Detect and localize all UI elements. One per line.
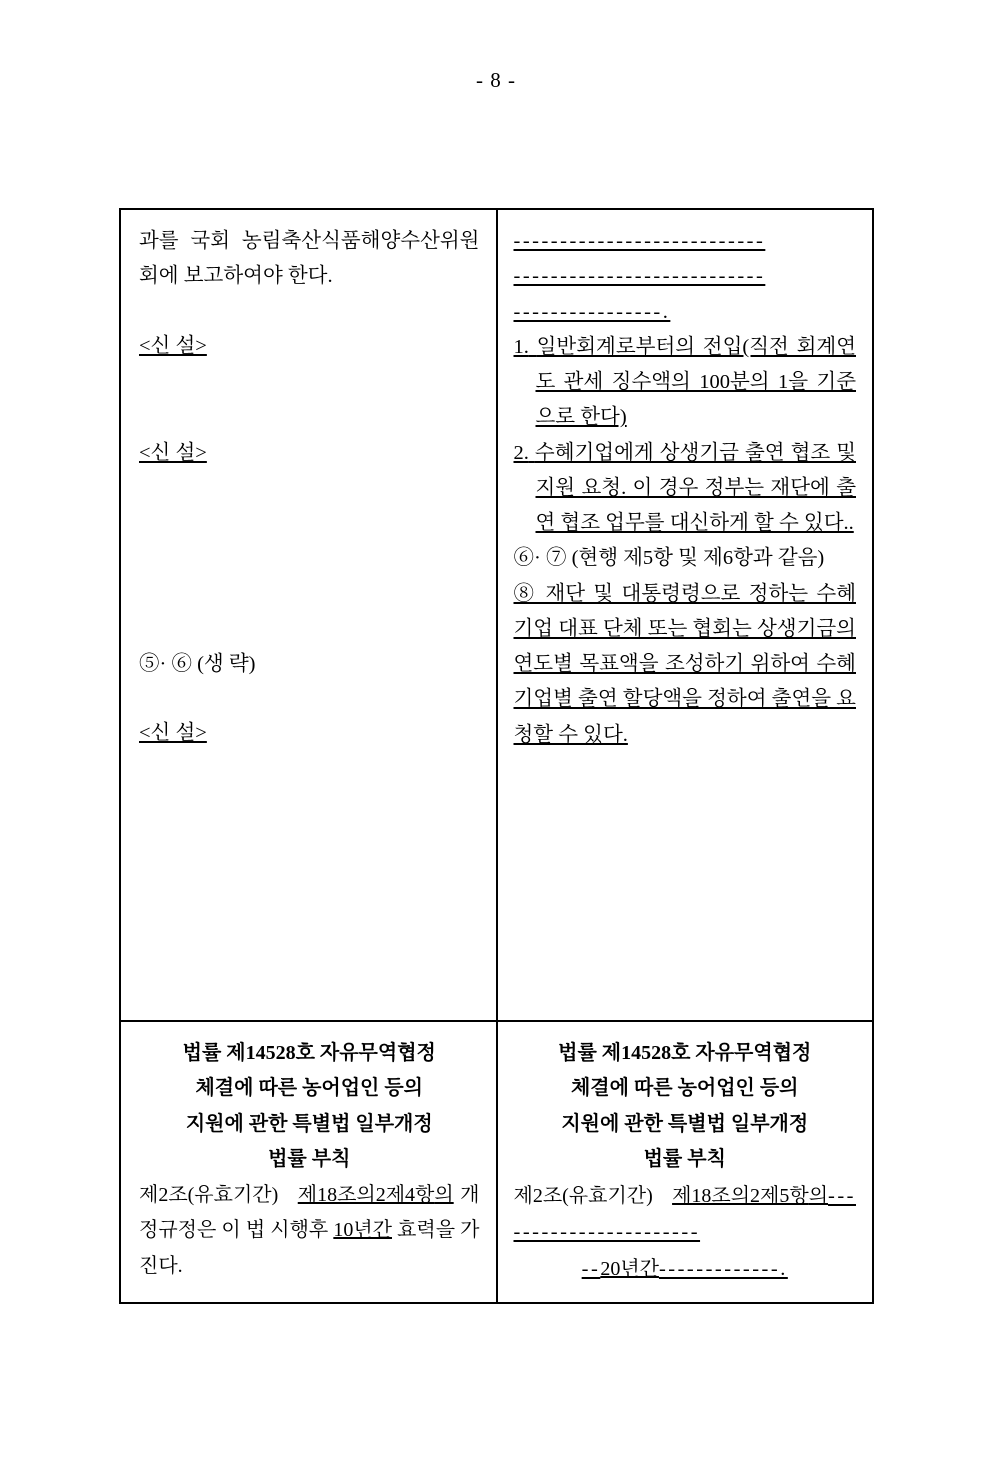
left-appendix-body-text: 개정규정은 이 법 시행 <box>139 1183 480 1242</box>
amended-law-appendix-cell <box>497 1021 874 1303</box>
left-appendix-ref-suffix: 의 <box>434 1183 454 1206</box>
left-appendix-ref: 제18조의2제4항 <box>297 1183 435 1206</box>
right-appendix-title-line-1: 법률 제14528호 자유무역협정 <box>558 1041 812 1064</box>
table-row <box>120 209 873 1021</box>
right-dash-line-1: --------------------------- <box>513 230 766 252</box>
right-appendix-title-line-3: 지원에 관한 특별법 일부개정 <box>561 1112 809 1135</box>
right-appendix-article: 제2조(유효기간) <box>513 1184 653 1207</box>
right-dash-line-2: --------------------------- <box>513 265 766 288</box>
left-new-3: <신 설> <box>139 722 207 745</box>
left-appendix-title-line-4: 법률 부칙 <box>268 1148 351 1171</box>
left-appendix-article: 제2조(유효기간) <box>139 1183 279 1206</box>
right-appendix-dash-3: -------------. <box>658 1258 788 1281</box>
right-appendix-body <box>514 1178 857 1251</box>
right-item-2-number: 2. <box>513 441 529 464</box>
right-clause-8: ⑧ 재단 및 대통령령으로 정하는 수혜기업 대표 단체 또는 협회는 상생기금의 연도별 목표액을 조성하기 위하여 수혜기업별 출연 할당액을 정하여 출연을 요청할 수 있다. <box>513 582 856 746</box>
current-law-cell <box>120 209 497 1021</box>
current-law-appendix-cell <box>120 1021 497 1303</box>
right-clause-6-7: ⑥· ⑦ (현행 제5항 및 제6항과 같음) <box>513 547 825 570</box>
left-appendix-body-3a: 후 <box>308 1219 334 1242</box>
right-appendix-body-2 <box>514 1251 857 1288</box>
page-number: - 8 - <box>476 68 516 92</box>
table-row-appendix <box>120 1021 873 1303</box>
right-item-1 <box>514 330 857 436</box>
left-appendix-title-line-1: 법률 제14528호 자유무역협정 <box>182 1041 436 1064</box>
right-appendix-duration: 20년간 <box>600 1258 659 1281</box>
amended-law-cell <box>497 209 874 1021</box>
right-item-2-text: 수혜기업에게 상생기금 출연 협조 및 지원 요청. 이 경우 정부는 재단에 출연 협조 업무를 대신하게 할 수 있다.. <box>534 441 856 534</box>
right-appendix-ref-suffix: 의 <box>808 1184 829 1207</box>
right-item-2 <box>514 436 857 542</box>
left-appendix-title-line-2: 체결에 따른 농어업인 등의 <box>195 1077 424 1100</box>
left-para-1: 과를 국회 농림축산식품해양수산위원회에 보고하여야 한다. <box>139 230 480 288</box>
left-new-2: <신 설> <box>139 441 207 464</box>
left-appendix-title-line-3: 지원에 관한 특별법 일부개정 <box>185 1112 433 1135</box>
left-new-1: <신 설> <box>139 334 207 357</box>
document-page <box>0 68 992 1471</box>
right-dash-line-3: ----------------. <box>513 300 671 323</box>
right-appendix-dash-2: -- <box>581 1258 601 1281</box>
right-item-1-number: 1. <box>513 335 529 358</box>
right-item-1-text: 일반회계로부터의 전입(직전 회계연도 관세 징수액의 100분의 1을 기준으로 한다) <box>535 335 856 429</box>
left-clause-5-6: ⑤· ⑥ (생 략) <box>139 653 256 675</box>
right-appendix-ref: 제18조의2제5항 <box>672 1184 809 1207</box>
right-appendix-title-line-2: 체결에 따른 농어업인 등의 <box>570 1077 799 1100</box>
left-appendix-body-3b: 효력을 가진다. <box>139 1219 480 1278</box>
amendment-comparison-table <box>119 208 874 1304</box>
left-appendix-body <box>139 1178 480 1285</box>
left-appendix-duration: 10년간 <box>333 1219 392 1242</box>
right-appendix-dash-1: ----------------------- <box>513 1184 856 1244</box>
right-appendix-title-line-4: 법률 부칙 <box>643 1148 726 1171</box>
